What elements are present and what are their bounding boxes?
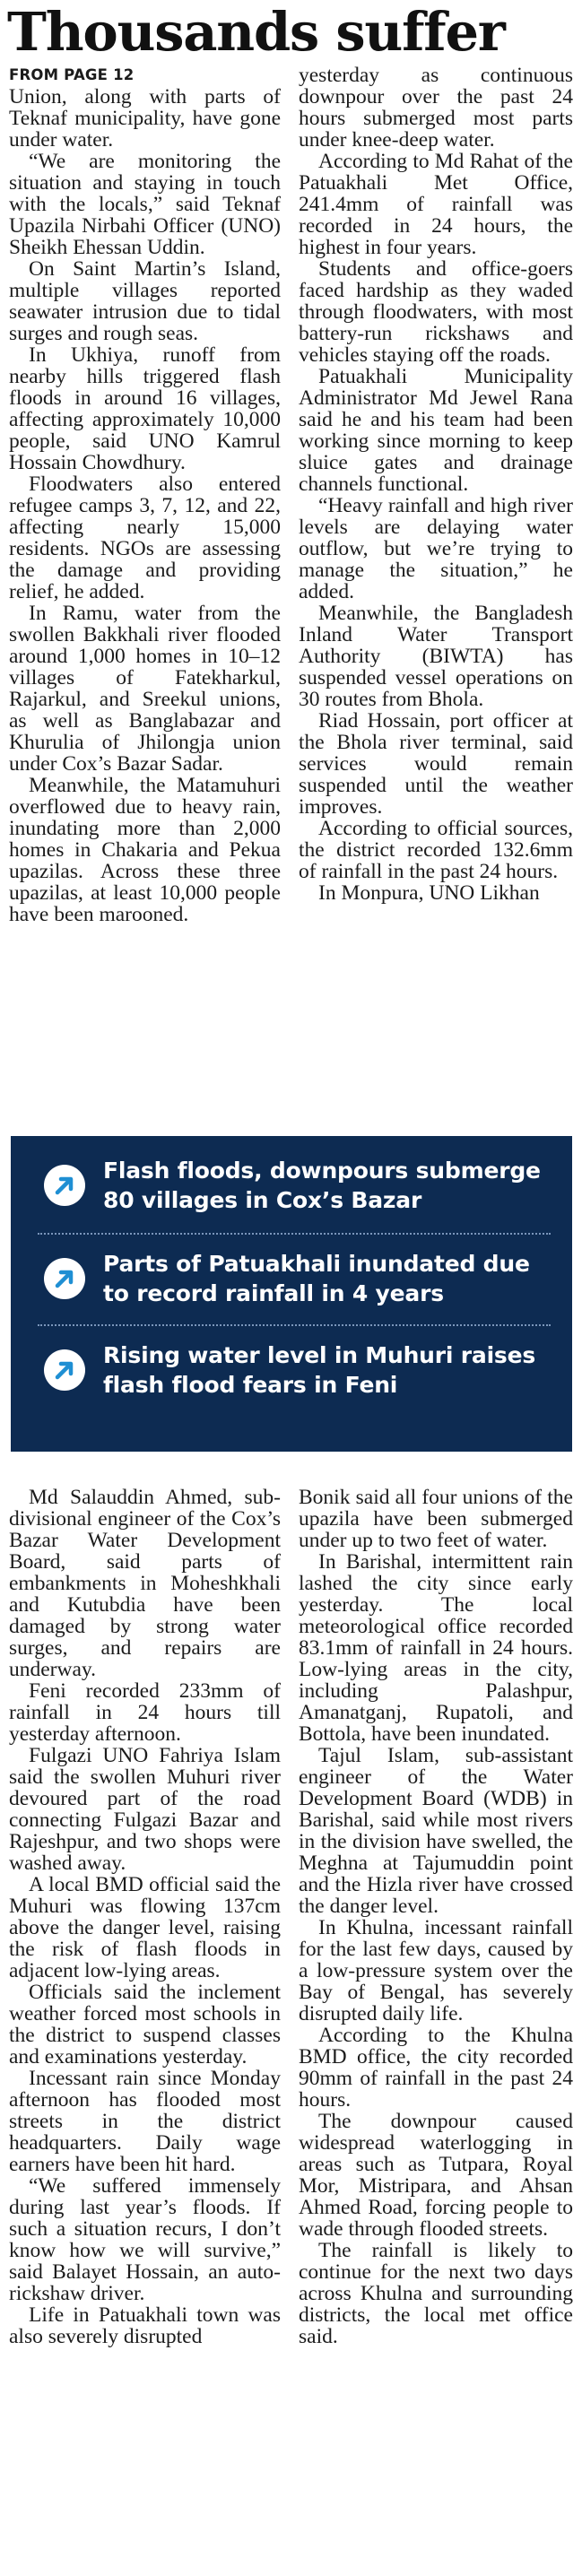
paragraph: According to Md Rahat of the Patuakhali Met Office, 241.4mm of rainfall was recorded in 24 hours, the highest in four years. [299, 150, 573, 259]
paragraph: Students and office-goers faced hardship as they waded through floodwaters, with most battery-run rickshaws and vehicles staying off the roads. [299, 257, 573, 367]
arrow-up-right-icon [44, 1349, 85, 1391]
article-column-4 [299, 1487, 573, 2347]
paragraph: In Monpura, UNO Likhan [318, 881, 540, 905]
paragraph: Officials said the inclement weather forced most schools in the district to suspend classes and examinations yesterday. [9, 1981, 281, 2069]
article-column-1 [9, 65, 281, 925]
paragraph: Floodwaters also entered refugee camps 3, 7, 12, and 22, affecting nearly 15,000 residents. NGOs are assessing the damage and providing relief, he added. [9, 473, 281, 603]
paragraph: The rainfall is likely to continue for the next two days across Khulna and surrounding districts, the local met office said. [299, 2239, 573, 2348]
paragraph: Riad Hossain, port officer at the Bhola river terminal, said services would remain suspended until the weather improves. [299, 709, 573, 819]
headline: Thousands suffer [7, 1, 505, 63]
paragraph: “We suffered immensely during last year’s floods. If such a situation recurs, I don’t know how we will survive,” said Balayet Hossain, an auto-rickshaw driver. [9, 2174, 281, 2305]
paragraph: Life in Patuakhali town was also severely disrupted [9, 2303, 281, 2348]
paragraph: According to the Khulna BMD office, the city recorded 90mm of rainfall in the past 24 hours. [299, 2024, 573, 2112]
paragraph: In Khulna, incessant rainfall for the last few days, caused by a low-pressure system over the Bay of Bengal, has severely disrupted daily life. [299, 1916, 573, 2025]
highlight-text: Rising water level in Muhuri raises flash flood fears in Feni [103, 1342, 536, 1398]
paragraph: “We are monitoring the situation and staying in touch with the locals,” said Teknaf Upazila Nirbahi Officer (UNO) Sheikh Ehessan Uddin. [9, 150, 281, 259]
paragraph: Patuakhali Municipality Administrator Md Jewel Rana said he and his team had been working since morning to keep sluice gates and drainage channels functional. [299, 365, 573, 496]
paragraph: A local BMD official said the Muhuri was flowing 137cm above the danger level, raising the risk of flash floods in adjacent low-lying areas. [9, 1873, 281, 1982]
highlight-text: Parts of Patuakhali inundated due to record rainfall in 4 years [103, 1251, 530, 1306]
paragraph: Fulgazi UNO Fahriya Islam said the swollen Muhuri river devoured part of the road connecting Fulgazi Bazar and Rajeshpur, and two shops were washed away. [9, 1744, 281, 1875]
highlight-divider [38, 1324, 551, 1326]
paragraph: Md Salauddin Ahmed, sub-divisional engineer of the Cox’s Bazar Water Development Board, said parts of embankments in Moheshkhali and Kutubdia have been damaged by strong water surges, and repairs are underway. [9, 1486, 281, 1681]
article-column-3 [9, 1487, 281, 2347]
paragraph: In Barishal, intermittent rain lashed the city since early yesterday. The local meteorological office recorded 83.1mm of rainfall in 24 hours. Low-lying areas in the city, including Palashpur, Amanatganj, Rupatoli, and Bottola, have been inundated. [299, 1550, 573, 1746]
highlights-box [11, 1136, 572, 1452]
article-column-2 [299, 65, 573, 904]
kicker-from-page: FROM PAGE 12 [9, 66, 135, 83]
paragraph: Meanwhile, the Matamuhuri overflowed due to heavy rain, inundating more than 2,000 homes in Chakaria and Pekua upazilas. Across these three upazilas, at least 10,000 people have been marooned. [9, 774, 281, 926]
highlight-text: Flash floods, downpours submerge 80 villages in Cox’s Bazar [103, 1158, 541, 1213]
paragraph: According to official sources, the district recorded 132.6mm of rainfall in the past 24 hours. [299, 817, 573, 883]
paragraph: yesterday as continuous downpour over the past 24 hours submerged most parts under knee-deep water. [299, 64, 573, 152]
paragraph: Union, along with parts of Teknaf municipality, have gone under water. [9, 85, 281, 152]
paragraph: Bonik said all four unions of the upazila have been submerged under up to two feet of water. [299, 1486, 573, 1552]
paragraph: The downpour caused widespread waterlogging in areas such as Tutpara, Royal Mor, Mistripara, and Ahsan Ahmed Road, forcing people to wade through flooded streets. [299, 2110, 573, 2241]
paragraph: Feni recorded 233mm of rainfall in 24 hours till yesterday afternoon. [9, 1679, 281, 1746]
paragraph: “Heavy rainfall and high river levels are delaying water outflow, but we’re trying to manage the situation,” he added. [299, 494, 573, 603]
paragraph: Tajul Islam, sub-assistant engineer of the Water Development Board (WDB) in Barishal, said while most rivers in the division have swelled, the Meghna at Tajumuddin point and the Hizla river have crossed the danger level. [299, 1744, 573, 1918]
paragraph: In Ramu, water from the swollen Bakkhali river flooded around 1,000 homes in 10–12 villages of Fatekharkul, Rajarkul, and Sreekul unions, as well as Banglabazar and Khurulia of Jhilongja union under Cox’s Bazar Sadar. [9, 602, 281, 776]
paragraph: Meanwhile, the Bangladesh Inland Water Transport Authority (BIWTA) has suspended vessel operations on 30 routes from Bhola. [299, 602, 573, 711]
paragraph: On Saint Martin’s Island, multiple villages reported seawater intrusion due to tidal surges and rough seas. [9, 257, 281, 345]
arrow-up-right-icon [44, 1258, 85, 1299]
highlight-divider [38, 1233, 551, 1235]
arrow-up-right-icon [44, 1165, 85, 1206]
paragraph: In Ukhiya, runoff from nearby hills triggered flash floods in around 16 villages, affecting approximately 10,000 people, said UNO Kamrul Hossain Chowdhury. [9, 343, 281, 474]
paragraph: Incessant rain since Monday afternoon has flooded most streets in the district headquarters. Daily wage earners have been hit hard. [9, 2067, 281, 2176]
